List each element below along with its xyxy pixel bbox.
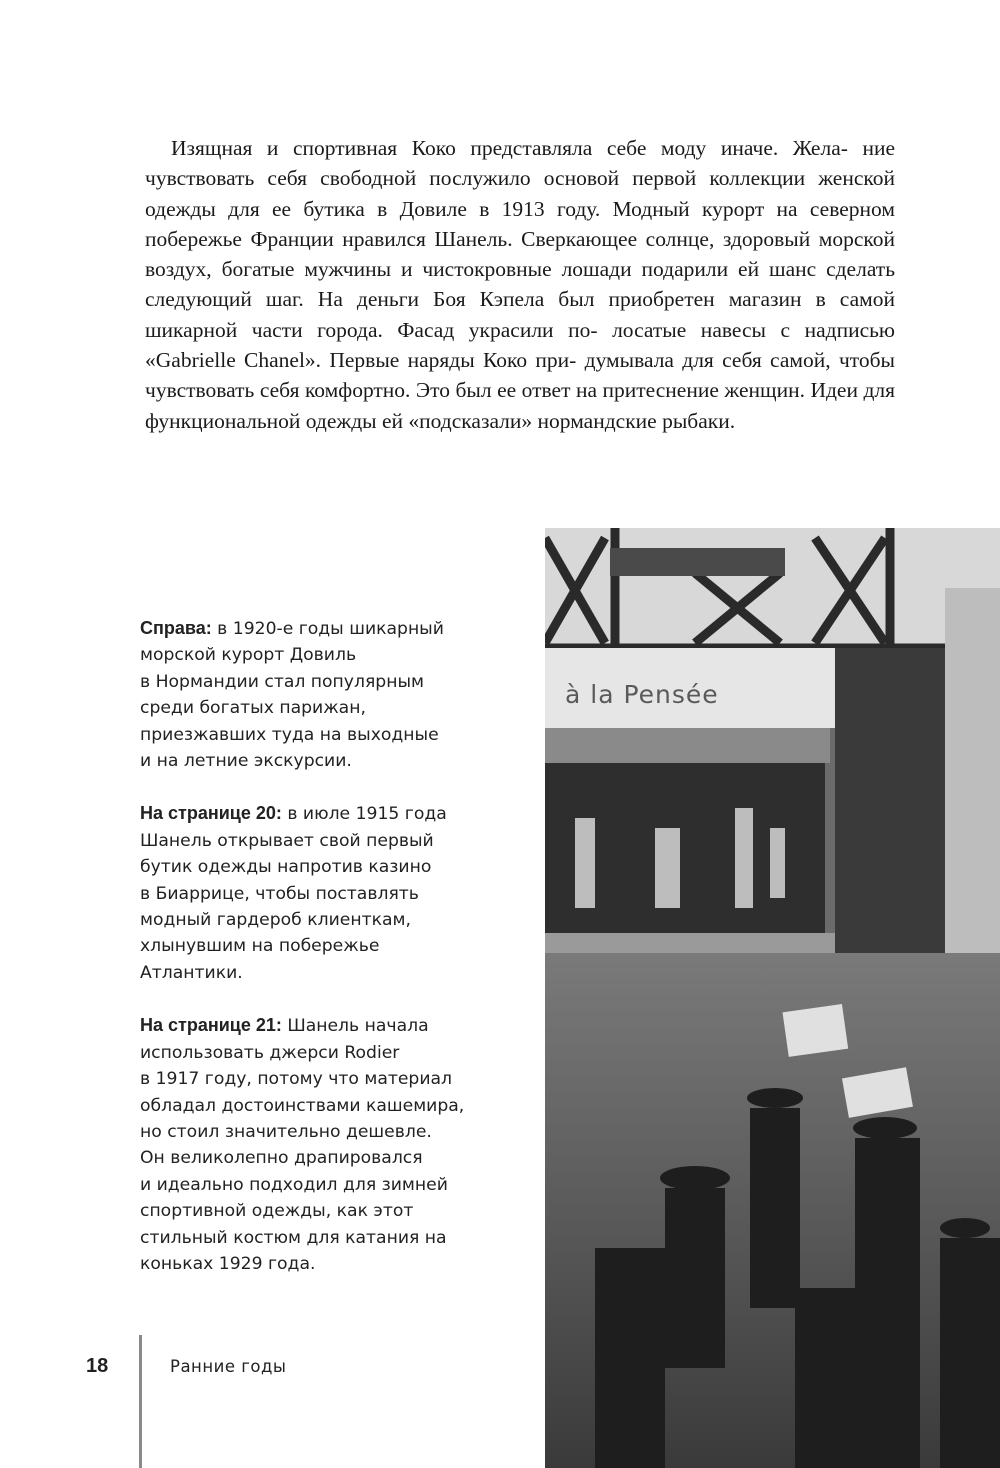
caption-line: стильный костюм для катания на — [140, 1227, 447, 1248]
caption-line: и на летние экскурсии. — [140, 751, 352, 772]
text-line: женской одежды для ее бутика в Довиле в 1913 году. Модный курорт на — [145, 166, 895, 221]
caption-line: Шанель открывает свой первый — [140, 830, 434, 851]
text-line: ее ответ на притеснение женщин. Идеи для функциональной одежды ей — [145, 378, 896, 433]
caption-line: Атлантики. — [140, 962, 243, 983]
photo-captions — [140, 615, 520, 1303]
caption-line: в Биаррице, чтобы поставлять — [140, 883, 419, 904]
ivy — [835, 648, 945, 968]
text-line: думывала для себя самой, чтобы чувствовать себя комфортно. Это был — [145, 348, 896, 403]
caption-line: в 1917 году, потому что материал — [140, 1069, 453, 1090]
caption-lead: Справа: — [140, 618, 212, 638]
deauville-street-photo — [545, 528, 1000, 1468]
text-line: лосатые навесы с надписью «Gabrielle Chanel». Первые наряды Коко при- — [145, 317, 895, 373]
caption-line: приезжавших туда на выходные — [140, 724, 439, 745]
caption-line: коньках 1929 года. — [140, 1253, 316, 1274]
caption-line: и идеально подходил для зимней — [140, 1174, 448, 1195]
text-line: подарили ей шанс сделать следующий шаг. На деньги Боя Кэпела был — [145, 257, 896, 312]
text-line: «подсказали» нормандские рыбаки. — [408, 408, 736, 433]
caption-lead: На странице 21: — [140, 1015, 282, 1036]
caption-line: Он великолепно драпировался — [140, 1148, 423, 1169]
caption-line: морской курорт Довиль — [140, 645, 357, 666]
paragraph — [145, 133, 895, 436]
caption-line: обладал достоинствами кашемира, — [140, 1095, 465, 1116]
caption-lead: На странице 20: — [140, 803, 282, 824]
footer-divider — [139, 1335, 142, 1468]
text-line: здоровый морской воздух, богатые мужчины и чистокровные лошади — [145, 226, 896, 282]
caption-line: бутик одежды напротив казино — [140, 857, 432, 878]
awning — [545, 728, 830, 763]
page-number: 18 — [86, 1355, 109, 1377]
caption-page-21 — [140, 1012, 520, 1277]
text-line: северном побережье Франции нравился Шанель. Сверкающее солнце, — [145, 196, 895, 251]
text-line: ние чувствовать себя свободной послужило основой первой коллекции — [145, 136, 895, 191]
caption-line: но стоил значительно дешевле. — [140, 1121, 432, 1142]
caption-line: Справа: в 1920-е годы шикарный — [140, 618, 444, 639]
caption-line: в Нормандии стал популярным — [140, 671, 424, 692]
caption-line: спортивной одежды, как этот — [140, 1201, 414, 1222]
caption-line: модный гардероб клиенткам, — [140, 910, 411, 931]
caption-line: хлынувшим на побережье — [140, 936, 380, 957]
flower-box — [610, 548, 785, 576]
caption-line: На странице 20: в июле 1915 года — [140, 803, 447, 825]
text-line: Изящная и спортивная Коко представляла себе моду иначе. Жела- — [171, 136, 848, 160]
caption-line: среди богатых парижан, — [140, 698, 366, 719]
caption-page-20 — [140, 800, 520, 986]
photo-illustration — [545, 528, 1000, 1468]
body-paragraph — [145, 133, 895, 436]
caption-line: использовать джерси Rodier — [140, 1042, 400, 1063]
sign-text: à la Pensée — [565, 680, 719, 709]
caption-line: На странице 21: Шанель начала — [140, 1015, 429, 1037]
text-line: приобретен магазин в самой шикарной части города. Фасад украсили по- — [145, 287, 895, 342]
running-head: Ранние годы — [170, 1357, 287, 1376]
caption-right — [140, 615, 520, 774]
